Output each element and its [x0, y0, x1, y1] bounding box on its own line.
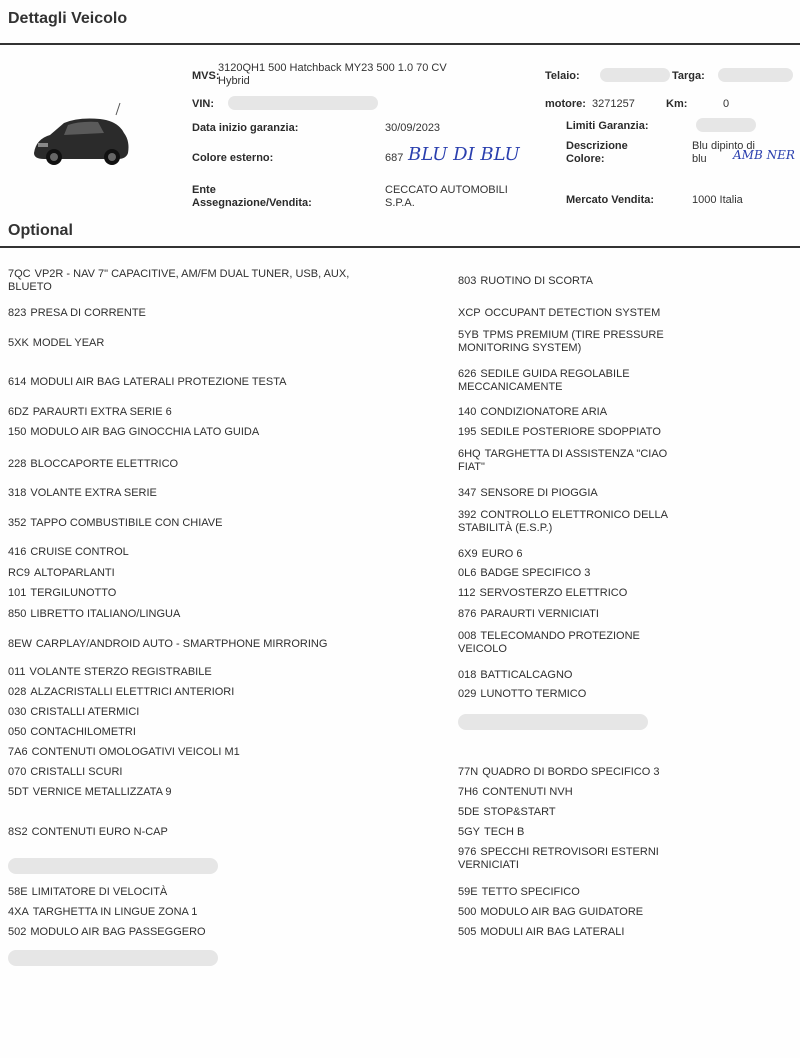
option-line	[8, 766, 428, 779]
option-code: 8EW	[8, 638, 32, 650]
entity-label	[192, 184, 312, 210]
option-code: 011	[8, 666, 26, 678]
option-code: 5XK	[8, 337, 29, 349]
option-line	[8, 567, 428, 580]
option-text: LIBRETTO ITALIANO/LINGUA	[30, 608, 181, 620]
option-line	[458, 669, 800, 682]
option-text: SERVOSTERZO ELETTRICO	[479, 587, 628, 599]
entity-label-line2: Assegnazione/Vendita:	[192, 197, 312, 209]
option-line	[8, 487, 428, 500]
entity-label-line1: Ente	[192, 184, 216, 196]
option-code: 150	[8, 426, 27, 438]
option-item	[458, 608, 800, 621]
mvs-value-line1: 3120QH1 500 Hatchback MY23 500 1.0 70 CV	[218, 62, 447, 74]
option-item	[8, 906, 428, 919]
market-value: 1000 Italia	[692, 194, 743, 206]
option-text: QUADRO DI BORDO SPECIFICO 3	[482, 766, 660, 778]
option-text: CONTACHILOMETRI	[30, 726, 136, 738]
option-code: 7H6	[458, 786, 479, 798]
warranty-start-label: Data inizio garanzia:	[192, 122, 299, 134]
option-item	[8, 587, 428, 600]
option-line	[458, 426, 800, 439]
frame-label: Telaio:	[545, 70, 580, 82]
option-line	[458, 368, 800, 381]
option-line	[458, 448, 800, 461]
option-line	[8, 726, 428, 739]
option-line	[8, 307, 428, 320]
entity-value	[385, 184, 508, 210]
option-text-continued: MECCANICAMENTE	[458, 381, 563, 393]
option-text-continued: STABILITÀ (E.S.P.)	[458, 522, 553, 534]
car-thumbnail	[20, 95, 140, 180]
option-text: CONTENUTI NVH	[482, 786, 573, 798]
option-item	[8, 458, 428, 471]
option-text: VP2R - NAV 7" CAPACITIVE, AM/FM DUAL TUNER, USB, AUX,	[34, 268, 350, 280]
option-item	[8, 766, 428, 779]
engine-value: 3271257	[592, 98, 635, 110]
option-code: 030	[8, 706, 27, 718]
option-code: XCP	[458, 307, 481, 319]
option-line	[8, 906, 428, 919]
option-item	[8, 886, 428, 899]
option-code: 505	[458, 926, 477, 938]
option-code: 416	[8, 546, 27, 558]
option-line	[458, 567, 800, 580]
ext-color-handwritten: BLU DI BLU	[408, 144, 520, 165]
option-item	[8, 487, 428, 500]
option-line	[8, 376, 428, 389]
option-item	[8, 638, 428, 651]
option-code: 352	[8, 517, 27, 529]
option-item	[8, 426, 428, 439]
option-code: 050	[8, 726, 27, 738]
option-item	[458, 548, 800, 561]
option-line	[8, 546, 428, 559]
option-item	[458, 426, 800, 439]
option-code: 6DZ	[8, 406, 29, 418]
option-item	[8, 376, 428, 389]
option-line	[8, 268, 428, 281]
option-code: 4XA	[8, 906, 29, 918]
option-line	[458, 329, 800, 342]
option-line	[458, 406, 800, 419]
warranty-limits-label: Limiti Garanzia:	[566, 120, 649, 132]
option-code: 008	[458, 630, 477, 642]
option-item	[8, 786, 428, 799]
option-line	[458, 806, 800, 819]
option-line	[458, 587, 800, 600]
option-item	[458, 766, 800, 779]
option-code: 626	[458, 368, 477, 380]
option-text: LUNOTTO TERMICO	[480, 688, 587, 700]
header-divider	[0, 43, 800, 45]
warranty-limits-redacted	[696, 118, 756, 132]
option-item	[458, 688, 800, 701]
option-code: 6X9	[458, 548, 478, 560]
color-desc-label	[566, 140, 628, 166]
option-line	[458, 509, 800, 522]
option-item	[8, 726, 428, 739]
option-item	[458, 567, 800, 580]
option-code: 6HQ	[458, 448, 481, 460]
option-redacted-left-2	[8, 950, 218, 966]
vin-redacted	[228, 96, 378, 110]
ext-color-code: 687	[385, 152, 404, 164]
option-text: MODULI AIR BAG LATERALI	[480, 926, 625, 938]
option-text: OCCUPANT DETECTION SYSTEM	[484, 307, 661, 319]
plate-label: Targa:	[672, 70, 705, 82]
optional-title: Optional	[8, 222, 73, 239]
option-text: SEDILE POSTERIORE SDOPPIATO	[480, 426, 661, 438]
option-text: TERGILUNOTTO	[30, 587, 117, 599]
option-code: 614	[8, 376, 27, 388]
option-code: 0L6	[458, 567, 477, 579]
option-code: 77N	[458, 766, 479, 778]
option-text: CRISTALLI SCURI	[30, 766, 123, 778]
option-item	[8, 706, 428, 719]
entity-value-line1: CECCATO AUTOMOBILI	[385, 184, 508, 196]
option-item	[458, 630, 800, 656]
option-text: BADGE SPECIFICO 3	[480, 567, 591, 579]
option-text: CARPLAY/ANDROID AUTO - SMARTPHONE MIRRORING	[35, 638, 328, 650]
option-code: 976	[458, 846, 477, 858]
option-item	[458, 806, 800, 819]
option-text: TPMS PREMIUM (TIRE PRESSURE	[482, 329, 664, 341]
option-code: 7A6	[8, 746, 28, 758]
option-item	[458, 906, 800, 919]
option-code: 070	[8, 766, 27, 778]
option-text: LIMITATORE DI VELOCITÀ	[31, 886, 168, 898]
option-text-continued: MONITORING SYSTEM)	[458, 342, 582, 354]
option-line	[458, 275, 800, 288]
option-code: 500	[458, 906, 477, 918]
market-label: Mercato Vendita:	[566, 194, 655, 206]
option-text: ALTOPARLANTI	[34, 567, 115, 579]
option-item	[8, 406, 428, 419]
option-code: 347	[458, 487, 477, 499]
option-text: CONDIZIONATORE ARIA	[480, 406, 608, 418]
option-code: 195	[458, 426, 477, 438]
option-code: 59E	[458, 886, 478, 898]
option-code: 876	[458, 608, 477, 620]
option-code: 5DT	[8, 786, 29, 798]
option-redacted-left-1	[8, 858, 218, 874]
option-text: TARGHETTA DI ASSISTENZA "CIAO	[484, 448, 668, 460]
option-text: CRUISE CONTROL	[30, 546, 129, 558]
plate-redacted	[718, 68, 793, 82]
option-line	[458, 906, 800, 919]
option-line	[8, 608, 428, 621]
option-text: RUOTINO DI SCORTA	[480, 275, 594, 287]
km-label: Km:	[666, 98, 688, 110]
color-desc-handwritten: AMB NER	[733, 148, 795, 162]
option-line	[8, 706, 428, 719]
option-code: 8S2	[8, 826, 28, 838]
option-text: MODULO AIR BAG GINOCCHIA LATO GUIDA	[30, 426, 260, 438]
engine-label: motore:	[545, 98, 586, 110]
option-line	[458, 846, 800, 859]
option-text: VOLANTE EXTRA SERIE	[30, 487, 157, 499]
option-text: CONTENUTI EURO N-CAP	[31, 826, 168, 838]
option-code: 028	[8, 686, 27, 698]
option-item	[458, 406, 800, 419]
option-text: TETTO SPECIFICO	[481, 886, 580, 898]
option-text: CONTENUTI OMOLOGATIVI VEICOLI M1	[31, 746, 240, 758]
mvs-label: MVS:	[192, 70, 220, 82]
option-text: EURO 6	[481, 548, 523, 560]
warranty-start-value: 30/09/2023	[385, 122, 441, 134]
option-code: 803	[458, 275, 477, 287]
option-text: ALZACRISTALLI ELETTRICI ANTERIORI	[30, 686, 235, 698]
color-desc-label-line2: Colore:	[566, 153, 605, 165]
option-line	[8, 746, 428, 759]
color-desc-value-line1: Blu dipinto di	[692, 140, 755, 152]
option-line	[458, 548, 800, 561]
option-code: 101	[8, 587, 27, 599]
option-text: MODEL YEAR	[32, 337, 105, 349]
option-line	[458, 766, 800, 779]
option-line	[458, 786, 800, 799]
option-code: 5YB	[458, 329, 479, 341]
option-item	[8, 268, 428, 294]
option-item	[8, 826, 428, 839]
option-text: TARGHETTA IN LINGUE ZONA 1	[32, 906, 198, 918]
option-text: TAPPO COMBUSTIBILE CON CHIAVE	[30, 517, 223, 529]
color-desc-value-line2: blu	[692, 153, 707, 165]
option-text: CONTROLLO ELETTRONICO DELLA	[480, 509, 669, 521]
optional-divider	[0, 246, 800, 248]
frame-redacted	[600, 68, 670, 82]
color-desc-label-line1: Descrizione	[566, 140, 628, 152]
option-line	[8, 926, 428, 939]
option-text-continued: VEICOLO	[458, 643, 507, 655]
option-code: 5GY	[458, 826, 481, 838]
option-code: 228	[8, 458, 27, 470]
option-code: 392	[458, 509, 477, 521]
option-item	[458, 587, 800, 600]
option-text: PARAURTI EXTRA SERIE 6	[32, 406, 172, 418]
option-item	[458, 487, 800, 500]
option-line	[458, 688, 800, 701]
option-code: 823	[8, 307, 27, 319]
option-line	[458, 487, 800, 500]
option-item	[8, 686, 428, 699]
option-item	[8, 517, 428, 530]
option-item	[458, 307, 800, 320]
option-item	[8, 746, 428, 759]
option-line	[8, 458, 428, 471]
option-text: PRESA DI CORRENTE	[30, 307, 146, 319]
option-line	[8, 517, 428, 530]
option-line	[8, 638, 428, 651]
page-title: Dettagli Veicolo	[8, 10, 128, 27]
option-text: BLOCCAPORTE ELETTRICO	[30, 458, 179, 470]
option-item	[8, 337, 428, 350]
option-item	[458, 846, 800, 872]
ext-color-label: Colore esterno:	[192, 152, 274, 164]
option-text: SEDILE GUIDA REGOLABILE	[480, 368, 630, 380]
option-text: MODULI AIR BAG LATERALI PROTEZIONE TESTA	[30, 376, 287, 388]
option-item	[458, 826, 800, 839]
option-item	[458, 509, 800, 535]
option-text: SPECCHI RETROVISORI ESTERNI	[480, 846, 659, 858]
option-text: TECH B	[484, 826, 525, 838]
option-item	[8, 608, 428, 621]
option-line	[8, 826, 428, 839]
option-text-continued: FIAT"	[458, 461, 485, 473]
option-code: 502	[8, 926, 27, 938]
option-item	[458, 886, 800, 899]
option-item	[458, 926, 800, 939]
option-text: VERNICE METALLIZZATA 9	[32, 786, 172, 798]
option-item	[458, 329, 800, 355]
option-item	[8, 546, 428, 559]
option-line	[458, 307, 800, 320]
option-text: TELECOMANDO PROTEZIONE	[480, 630, 640, 642]
option-code: 5DE	[458, 806, 480, 818]
km-value: 0	[723, 98, 730, 110]
option-text: BATTICALCAGNO	[480, 669, 573, 681]
option-item	[458, 368, 800, 394]
option-code: 850	[8, 608, 27, 620]
option-item	[458, 669, 800, 682]
option-code: 029	[458, 688, 477, 700]
option-text-continued: BLUETO	[8, 281, 52, 293]
option-item	[458, 448, 800, 474]
option-text: MODULO AIR BAG GUIDATORE	[480, 906, 644, 918]
option-line	[458, 886, 800, 899]
option-code: 7QC	[8, 268, 31, 280]
option-line	[8, 666, 428, 679]
option-line	[8, 886, 428, 899]
option-item	[8, 307, 428, 320]
option-line	[8, 426, 428, 439]
option-line	[8, 786, 428, 799]
option-item	[8, 666, 428, 679]
option-line	[458, 608, 800, 621]
option-item	[458, 786, 800, 799]
option-item	[8, 567, 428, 580]
option-line	[458, 630, 800, 643]
option-item	[8, 926, 428, 939]
option-line	[8, 686, 428, 699]
option-text-continued: VERNICIATI	[458, 859, 519, 871]
option-line	[8, 406, 428, 419]
mvs-value-line2: Hybrid	[218, 75, 250, 87]
option-text: STOP&START	[483, 806, 556, 818]
option-redacted-right	[458, 714, 648, 730]
vin-label: VIN:	[192, 98, 214, 110]
option-line	[8, 587, 428, 600]
option-code: 318	[8, 487, 27, 499]
option-text: VOLANTE STERZO REGISTRABILE	[29, 666, 212, 678]
entity-value-line2: S.P.A.	[385, 197, 415, 209]
option-code: 58E	[8, 886, 28, 898]
option-line	[458, 826, 800, 839]
option-line	[458, 926, 800, 939]
option-line	[8, 337, 428, 350]
option-code: 112	[458, 587, 476, 599]
option-item	[458, 275, 800, 288]
option-text: PARAURTI VERNICIATI	[480, 608, 599, 620]
option-text: SENSORE DI PIOGGIA	[480, 487, 598, 499]
option-code: 018	[458, 669, 477, 681]
option-text: MODULO AIR BAG PASSEGGERO	[30, 926, 206, 938]
option-code: 140	[458, 406, 477, 418]
mvs-value	[218, 62, 528, 88]
option-text: CRISTALLI ATERMICI	[30, 706, 140, 718]
option-code: RC9	[8, 567, 31, 579]
